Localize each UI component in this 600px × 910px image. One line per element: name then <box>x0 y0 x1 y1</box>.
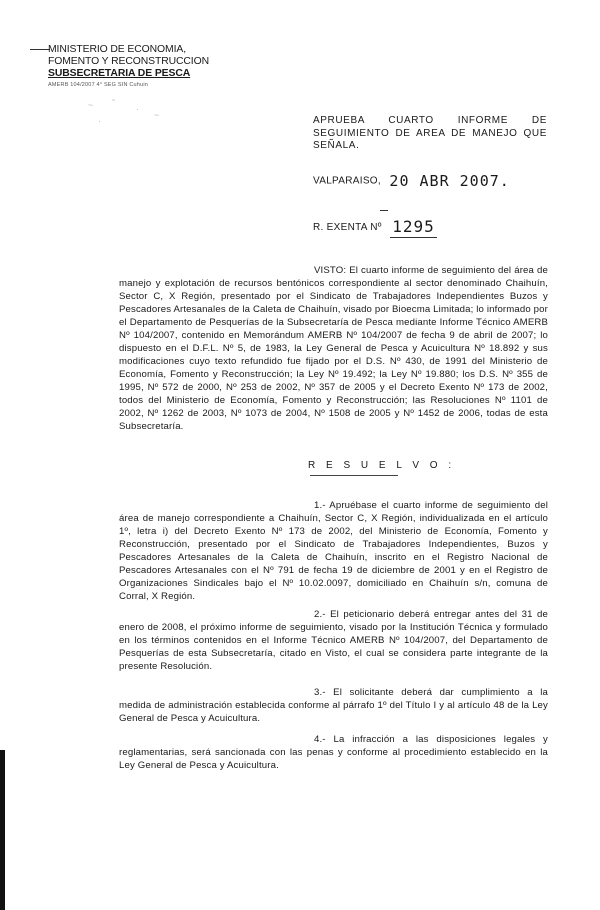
date-stamp: 20 ABR 2007. <box>389 172 510 190</box>
city: VALPARAISO, <box>313 175 381 187</box>
letterhead-reference: AMERB 104/2007 4° SEG SIN Cuhuin <box>48 81 149 88</box>
letterhead <box>48 44 218 89</box>
clause-2-lead: 2.- El peticionario deberá entregar antes del 31 de <box>314 609 548 620</box>
clause-3-body: medida de administración establecida conforme al párrafo 1º del Título I y al artículo 48 de la Ley General de Pesca y Acuicultura. <box>119 700 548 724</box>
exenta-mark <box>380 210 388 211</box>
visto-lead: VISTO: <box>314 265 347 276</box>
clause-3 <box>119 686 548 725</box>
clause-1 <box>119 499 548 603</box>
resuelvo-underline <box>310 475 398 476</box>
resolution-number-line <box>313 217 437 238</box>
clause-4 <box>119 733 548 772</box>
subsecretaria-line: SUBSECRETARIA DE PESCA <box>48 68 191 80</box>
scan-edge-shadow <box>0 750 5 910</box>
clause-4-lead: 4.- La infracción a las disposiciones legales y <box>314 734 548 745</box>
resolution-number: 1295 <box>392 217 435 236</box>
clause-3-lead: 3.- El solicitante deberá dar cumplimiento a la <box>314 687 548 698</box>
clause-1-body: área de manejo correspondiente a Chaihuín, Sector C, X Región, individualizada en el artículo 1º, letra i) del Decreto Exento Nº 173 de 2002, del Ministerio de Economía, Fomento y Reconstrucción, presentado por el Sindicato de Trabajadores Independientes, Buzos y Pescadores Artesanales de la Caleta de Chaihuín, inscrito en el Registro Nacional de Pescadores Artesanales con el Nº 791 de fecha 19 de diciembre de 2001 y en el Registro de Organizaciones Sindicales bajo el Nº 10.02.0097, domiciliado en Chaihuín s/n, comuna de Corral, X Región. <box>119 513 548 602</box>
visto-paragraph <box>119 264 548 433</box>
visto-body: El cuarto informe de seguimiento del área de manejo y explotación de recursos bentónicos correspondiente al sector denominado Chaihuín, Sector C, X Región, presentado por el Sindicato de Trabajadores Independientes Buzos y Pescadores Artesanales de la Caleta de Chaihuín, visado por Bioecma Limitada; lo informado por el Departamento de Pesquerías de la Subsecretaría de Pesca mediante Informe Técnico AMERB Nº 104/2007, contenido en Memorándum AMERB Nº 104/2007 de fecha 9 de abril de 2007; lo dispuesto en el D.F.L. Nº 5, de 1983, la Ley General de Pesca y Acuicultura Nº 18.892 y sus modificaciones cuyo texto refundido fue fijado por el D.S. Nº 430, de 1991 del Ministerio de Economía, Fomento y Reconstrucción; la Ley Nº 19.492; la Ley Nº 19.880; los D.S. Nº 355 de 1995, Nº 572 de 2000, Nº 253 de 2002, Nº 357 de 2005 y el Decreto Exento Nº 173 de 2002, todos del Ministerio de Economía, Fomento y Reconstrucción; las Resoluciones Nº 1101 de 2002, Nº 1262 de 2003, Nº 1073 de 2004, Nº 1508 de 2005 y Nº 1452 de 2006, todas de esta Subsecretaría. <box>119 265 549 432</box>
clause-2-body: enero de 2008, el próximo informe de seguimiento, visado por la Institución Técnica y formulado en los términos contenidos en el Informe Técnico AMERB Nº 104/2007, del Departamento de Pesquerías de esta Subsecretaría, citado en Visto, el cual se considera parte integrante de la presente Resolución. <box>119 622 548 672</box>
ministry-line-2: FOMENTO Y RECONSTRUCCION <box>48 56 209 68</box>
ministry-line-1: MINISTERIO DE ECONOMIA, <box>48 44 186 55</box>
clause-1-lead: 1.- Apruébase el cuarto informe de seguimiento del <box>314 500 548 511</box>
place-and-date <box>313 172 510 190</box>
margin-mark <box>30 49 50 50</box>
faded-stamp: ~ ˜ · ~ · <box>88 98 160 126</box>
resolution-subject: APRUEBA CUARTO INFORME DE SEGUIMIENTO DE AREA DE MANEJO QUE SEÑALA. <box>313 115 547 151</box>
clause-2 <box>119 608 548 673</box>
clause-4-body: reglamentarias, será sancionada con las penas y conforme al procedimiento establecido en la Ley General de Pesca y Acuicultura. <box>119 747 548 771</box>
resolution-label: R. EXENTA Nº <box>313 222 382 233</box>
resuelvo-heading: R E S U E L V O : <box>308 460 456 471</box>
